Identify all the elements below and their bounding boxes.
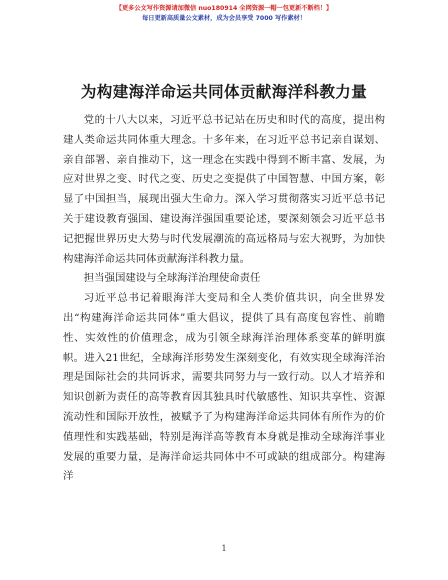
section-subheading: 担当强国建设与全球海洋治理使命责任 [83,272,261,285]
banner-line-1: 【更多公文写作资源请加微信 nuo180914 全网资源一帽一包更新不断档！】 [115,5,333,12]
document-body [63,111,385,487]
banner-line-2: 每日更新高质量公文素材，成为会员享受 7000 写作素材！ [142,15,306,22]
page-number: 1 [221,544,227,553]
header-banner [0,4,448,24]
paragraph-2: 习近平总书记着眼海洋大变局和全人类价值共识，向全世界发出“构建海洋命运共同体”重大倡议，提供了具有高度包容性、前瞻性、实效性的价值理念，成为引领全球海洋治理体系变革的鲜明旗帜。进入21世纪，全球海洋形势发生深刻变化，有效实现全球海洋治理是国际社会的共同诉求，需要共同努力与一致行动。以人才培养和知识创新为责任的高等教育因其独具时代敏感性、知识共享性、资源流动性和国际开放性，被赋予了为构建海洋命运共同体有所作为的价值理性和实践基础，特别是海洋高等教育本身就是推动全球海洋事业发展的重要力量，是海洋命运共同体中不可或缺的组成部分。构建海洋 [63,292,385,483]
paragraph-1: 党的十八大以来，习近平总书记站在历史和时代的高度，提出构建人类命运共同体重大理念。十多年来，在习近平总书记亲自谋划、亲自部署、亲自推动下，这一理念在实践中得到不断丰富、发展，为应对世界之变、时代之变、历史之变提供了中国智慧、中国方案，彰显了中国担当，展现出强大生命力。深入学习贯彻落实习近平总书记关于建设教育强国、建设海洋强国重要论述，要深刻领会习近平总书记把握世界历史大势与时代发展潮流的高远格局与宏大视野，为加快构建海洋命运共同体贡献海洋科教力量。 [63,114,385,265]
document-title: 为构建海洋命运共同体贡献海洋科教力量 [80,83,368,101]
